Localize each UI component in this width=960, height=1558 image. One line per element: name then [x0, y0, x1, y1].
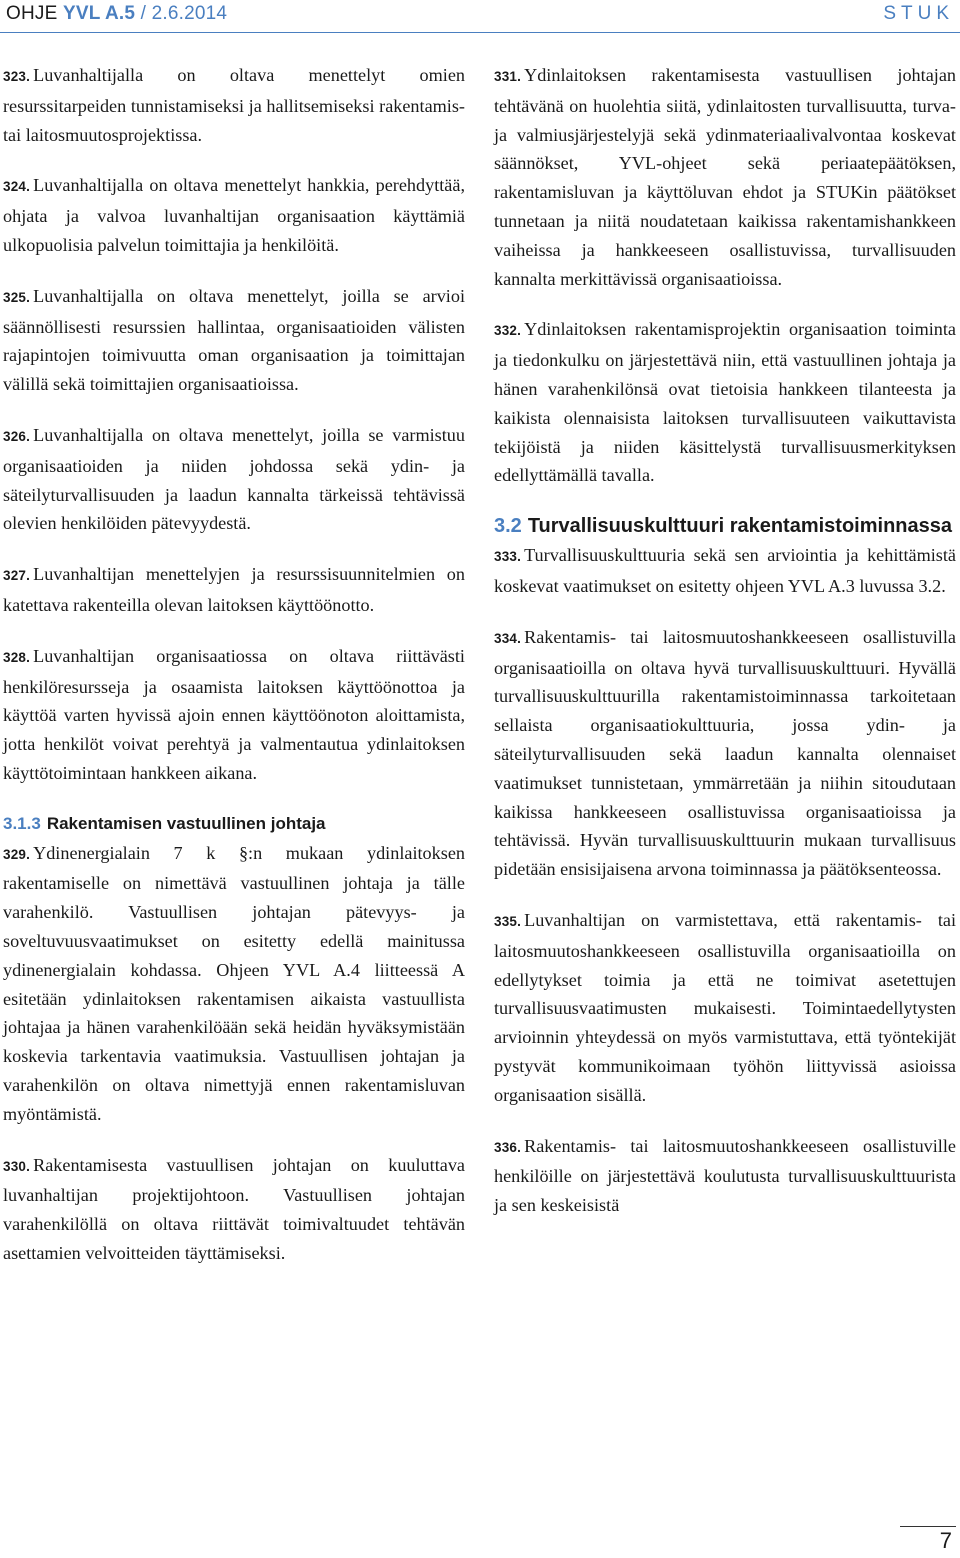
paragraph-number: 324.	[3, 179, 31, 195]
paragraph-334	[494, 623, 956, 884]
doc-date: 2.6.2014	[151, 3, 228, 24]
paragraph-text: Luvanhaltijalla on oltava menettelyt omien resurssitarpeiden tunnistamiseksi ja hallitsemiseksi rakentamis- tai laitosmuutosprojektissa.	[3, 65, 465, 145]
paragraph-323	[3, 61, 465, 149]
paragraph-text: Rakentamis- tai laitosmuutoshankkeeseen osallistuville henkilöille on järjestettävä koulutusta turvallisuuskulttuurista ja sen keskeisistä	[494, 1135, 956, 1216]
paragraph-text: Luvanhaltijalla on oltava menettelyt, joilla se arvioi säännöllisesti resurssien hallintaa, organisaatioiden välisten rajapintojen toimivuutta oman organisaation ja toimittajan välillä sekä toimittajien organisaatioissa.	[3, 285, 465, 395]
paragraph-number: 327.	[3, 568, 31, 584]
doc-series: YVL A.5	[62, 3, 136, 24]
paragraph-number: 335.	[494, 913, 522, 929]
paragraph-324	[3, 171, 465, 259]
paragraph-text: Luvanhaltijalla on oltava menettelyt, joilla se varmistuu organisaatioiden ja niiden johdossa sekä ydin- ja säteilyturvallisuuden ja laadun kannalta tärkeissä tehtävissä olevien henkilöiden pätevyydestä.	[3, 424, 465, 534]
paragraph-text: Rakentamisesta vastuullisen johtajan on kuuluttava luvanhaltijan projektijohtoon. Vastuullisen johtajan varahenkilöllä on oltava riittävät toimivaltuudet tehtävän asettamien velvoitteiden täyttämiseksi.	[3, 1154, 465, 1263]
paragraph-333	[494, 541, 956, 601]
paragraph-number: 329.	[3, 846, 31, 862]
paragraph-text: Rakentamis- tai laitosmuutoshankkeeseen osallistuvilla organisaatioilla on oltava hyvä turvallisuuskulttuuri. Hyvällä turvallisuuskulttuurilla rakentamistoiminnassa tarkoitetaan sellaista organisaatiokulttuuria, jossa ydin- ja säteilyturvallisuuden sekä laadun kannalta olennaiset vaatimukset tunnistetaan, ymmärretään ja niihin sitoudutaan kaikissa hankkeeseen osallistuvissa organisaatioissa ja tehtävissä. Hyvän turvallisuuskulttuurin mukaan turvallisuus pidetään ensisijaisena arvona toiminnassa ja päätöksenteossa.	[494, 626, 956, 880]
paragraph-number: 333.	[494, 549, 522, 565]
section-number: 3.1.3	[3, 813, 41, 833]
paragraph-number: 326.	[3, 428, 31, 444]
paragraph-327	[3, 560, 465, 620]
paragraph-328	[3, 642, 465, 788]
paragraph-text: Ydinlaitoksen rakentamisesta vastuullisen johtajan tehtävänä on huolehtia siitä, ydinlaitosten turvallisuutta, turva- ja valmiusjärjestelyjä sekä ydinmateriaalivalvontaa koskevat säännökset, YVL-ohjeet sekä periaatepäätöksen, rakentamisluvan ja käyttöluvan ehdot ja STUKin päätökset tunnetaan ja niitä noudatetaan kaikissa rakentamishankkeen vaiheissa ja hankkeeseen osallistuvissa, turvallisuuden kannalta merkittävissä organisaatioissa.	[494, 65, 956, 289]
paragraph-text: Luvanhaltijalla on oltava menettelyt hankkia, perehdyttää, ohjata ja valvoa luvanhaltijan organisaation käyttämiä ulkopuolisia palvelun toimittajia ja henkilöitä.	[3, 175, 465, 255]
paragraph-number: 325.	[3, 289, 31, 305]
section-heading-3-2	[494, 512, 956, 541]
paragraph-329	[3, 839, 465, 1129]
section-number: 3.2	[494, 515, 522, 538]
page-number: 7	[939, 1528, 952, 1553]
paragraph-number: 328.	[3, 649, 31, 665]
paragraph-number: 330.	[3, 1158, 31, 1174]
section-title: Rakentamisen vastuullinen johtaja	[46, 813, 326, 833]
paragraph-number: 336.	[494, 1139, 522, 1155]
org-name: STUK	[883, 3, 954, 24]
document-id	[6, 3, 227, 25]
paragraph-325	[3, 282, 465, 399]
paragraph-335	[494, 906, 956, 1110]
paragraph-text: Ydinlaitoksen rakentamisprojektin organisaation toiminta ja tiedonkulku on järjestettävä niin, että vastuullinen johtaja ja hänen varahenkilönsä ovat tietoisia hankkeen tilanteesta ja kaikista olennaisista laitoksen turvallisuuteen vaikuttavista tekijöistä ja niiden käsittelystä turvallisuusmerkityksen edellyttämällä tavalla.	[494, 319, 956, 486]
paragraph-text: Luvanhaltijan organisaatiossa on oltava riittävästi henkilöresursseja ja osaamista laitoksen käyttöönottoa ja käyttöä varten hyvissä ajoin ennen käyttöönoton aloittamista, jotta henkilöt voivat perehtyä ja valmentautua ydinlaitoksen käyttötoimintaan hankkeen aikana.	[3, 645, 465, 783]
running-header	[0, 0, 960, 28]
doc-type: OHJE	[6, 3, 58, 24]
paragraph-number: 332.	[494, 323, 522, 339]
header-rule	[0, 32, 960, 33]
paragraph-number: 323.	[3, 69, 31, 84]
paragraph-text: Turvallisuuskulttuuria sekä sen arviointia ja kehittämistä koskevat vaatimukset on esitetty ohjeen YVL A.3 luvussa 3.2.	[494, 545, 956, 596]
paragraph-number: 334.	[494, 630, 522, 646]
section-heading-3-1-3	[3, 810, 465, 839]
footer-rule	[900, 1526, 956, 1527]
header-separator: /	[140, 3, 147, 24]
paragraph-330	[3, 1151, 465, 1268]
paragraph-text: Ydinenergialain 7 k §:n mukaan ydinlaitoksen rakentamiselle on nimettävä vastuullinen johtaja ja tälle varahenkilö. Vastuullisen johtajan pätevyys- ja soveltuvuusvaatimukset on esitetty edellä mainitussa ydinenergialain kohdassa. Ohjeen YVL A.4 liitteessä A esitetään ydinlaitoksen rakentamisen aikaista vastuullista johtajaa ja hänen varahenkilöään sekä heidän hyväksymistään koskevia tarkentavia vaatimuksia. Vastuullisen johtajan ja varahenkilön on oltava nimettyjä ennen rakentamisluvan myöntämistä.	[3, 842, 465, 1124]
paragraph-332	[494, 315, 956, 490]
left-column	[3, 61, 465, 1290]
paragraph-326	[3, 421, 465, 538]
paragraph-336	[494, 1132, 956, 1220]
paragraph-331	[494, 61, 956, 293]
paragraph-text: Luvanhaltijan menettelyjen ja resurssisuunnitelmien on katettava rakenteilla olevan laitoksen käyttöönotto.	[3, 564, 465, 615]
section-title: Turvallisuuskulttuuri rakentamistoiminnassa	[527, 515, 953, 538]
right-column	[494, 61, 956, 1242]
paragraph-text: Luvanhaltijan on varmistettava, että rakentamis- tai laitosmuutoshankkeeseen osallistuvilla organisaatioilla on edellytykset toimia ja että ne toimivat asetettujen turvallisuusvaatimusten mukaisesti. Toimintaedellytysten arvioinnin yhteydessä on myös varmistuttava, että työntekijät pystyvät kommunikoimaan työhön liittyvissä asioissa organisaation sisällä.	[494, 909, 956, 1105]
paragraph-number: 331.	[494, 69, 522, 84]
